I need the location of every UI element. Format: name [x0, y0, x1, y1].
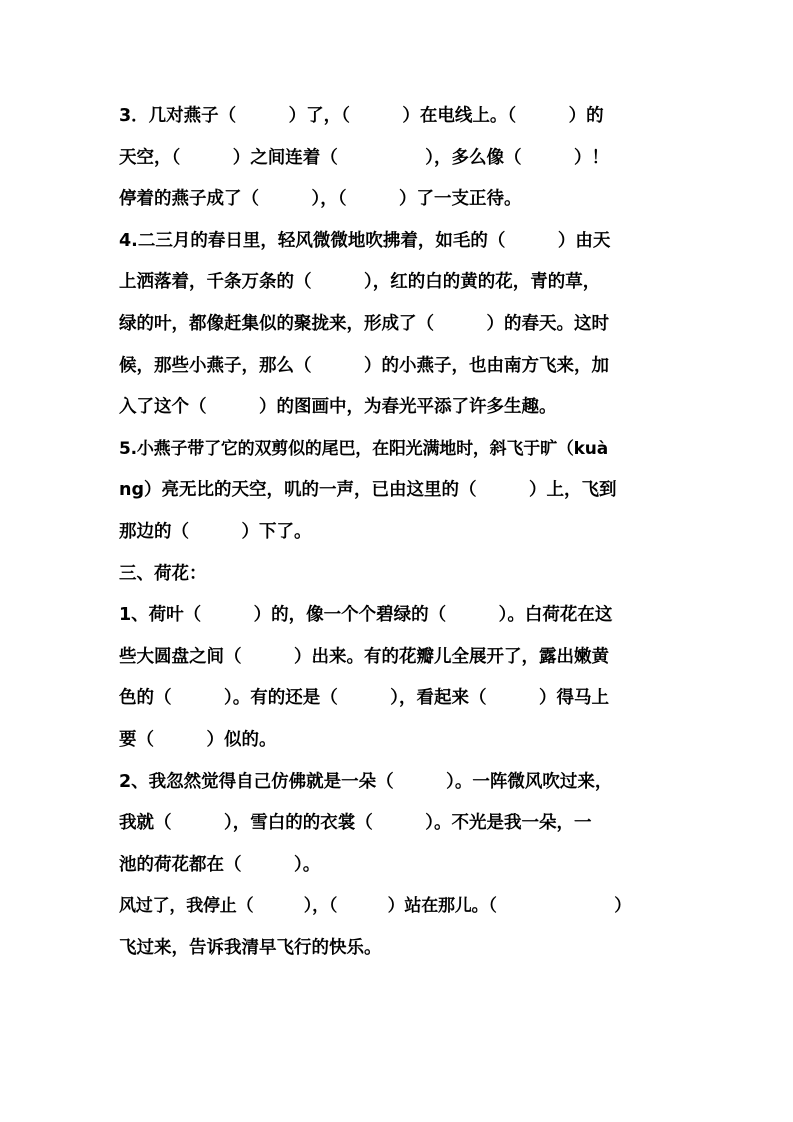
text-line-h2-2: 我就（ ），雪白的的衣裳（ ）。不光是我一朵，一 — [119, 813, 592, 834]
text-line-h2-1: 2、我忽然觉得自己仿佛就是一朵（ ）。一阵微风吹过来， — [119, 771, 613, 792]
text-line-s4-5: 入了这个（ ）的图画中，为春光平添了许多生趣。 — [119, 397, 557, 418]
text-line-h1-3: 色的（ ）。有的还是（ ），看起来（ ）得马上 — [119, 688, 609, 709]
text-line-s5-2: ng）亮无比的天空，叽的一声，已由这里的（ ）上，飞到 — [119, 480, 617, 501]
text-line-s3-3: 停着的燕子成了（ ），（ ）了一支正待。 — [119, 189, 522, 210]
text-line-s3-1: 3．几对燕子（ ）了，（ ）在电线上。（ ）的 — [119, 106, 604, 126]
worksheet-page — [119, 96, 679, 969]
text-line-s4-4: 候，那些小燕子，那么（ ）的小燕子，也由南方飞来，加 — [119, 355, 609, 376]
text-line-s5-1: 5.小燕子带了它的双剪似的尾巴，在阳光满地时，斜飞于旷（kuà — [119, 438, 608, 459]
text-line-h1-2: 些大圆盘之间（ ）出来。有的花瓣儿全展开了，露出嫩黄 — [119, 646, 609, 667]
text-line-h2-3: 池的荷花都在（ ）。 — [119, 854, 321, 875]
text-line-h1-4: 要（ ）似的。 — [119, 729, 277, 750]
text-line-h2-4: 风过了，我停止（ ），（ ）站在那儿。（ ） — [119, 896, 632, 917]
text-line-s4-2: 上洒落着，千条万条的（ ），红的白的黄的花，青的草， — [119, 272, 601, 293]
text-line-s3-2: 天空，（ ）之间连着（ ），多么像（ ）！ — [119, 147, 609, 168]
section-heading-lotus: 三、荷花： — [119, 563, 207, 584]
text-line-s5-3: 那边的（ ）下了。 — [119, 521, 312, 542]
text-line-s4-1: 4.二三月的春日里，轻风微微地吹拂着，如毛的（ ）由天 — [119, 230, 611, 251]
text-line-s4-3: 绿的叶，都像赶集似的聚拢来，形成了（ ）的春天。这时 — [119, 313, 609, 334]
text-line-h1-1: 1、荷叶（ ）的，像一个个碧绿的（ ）。白荷花在这 — [119, 605, 613, 626]
text-line-h2-5: 飞过来，告诉我清早飞行的快乐。 — [119, 937, 382, 958]
